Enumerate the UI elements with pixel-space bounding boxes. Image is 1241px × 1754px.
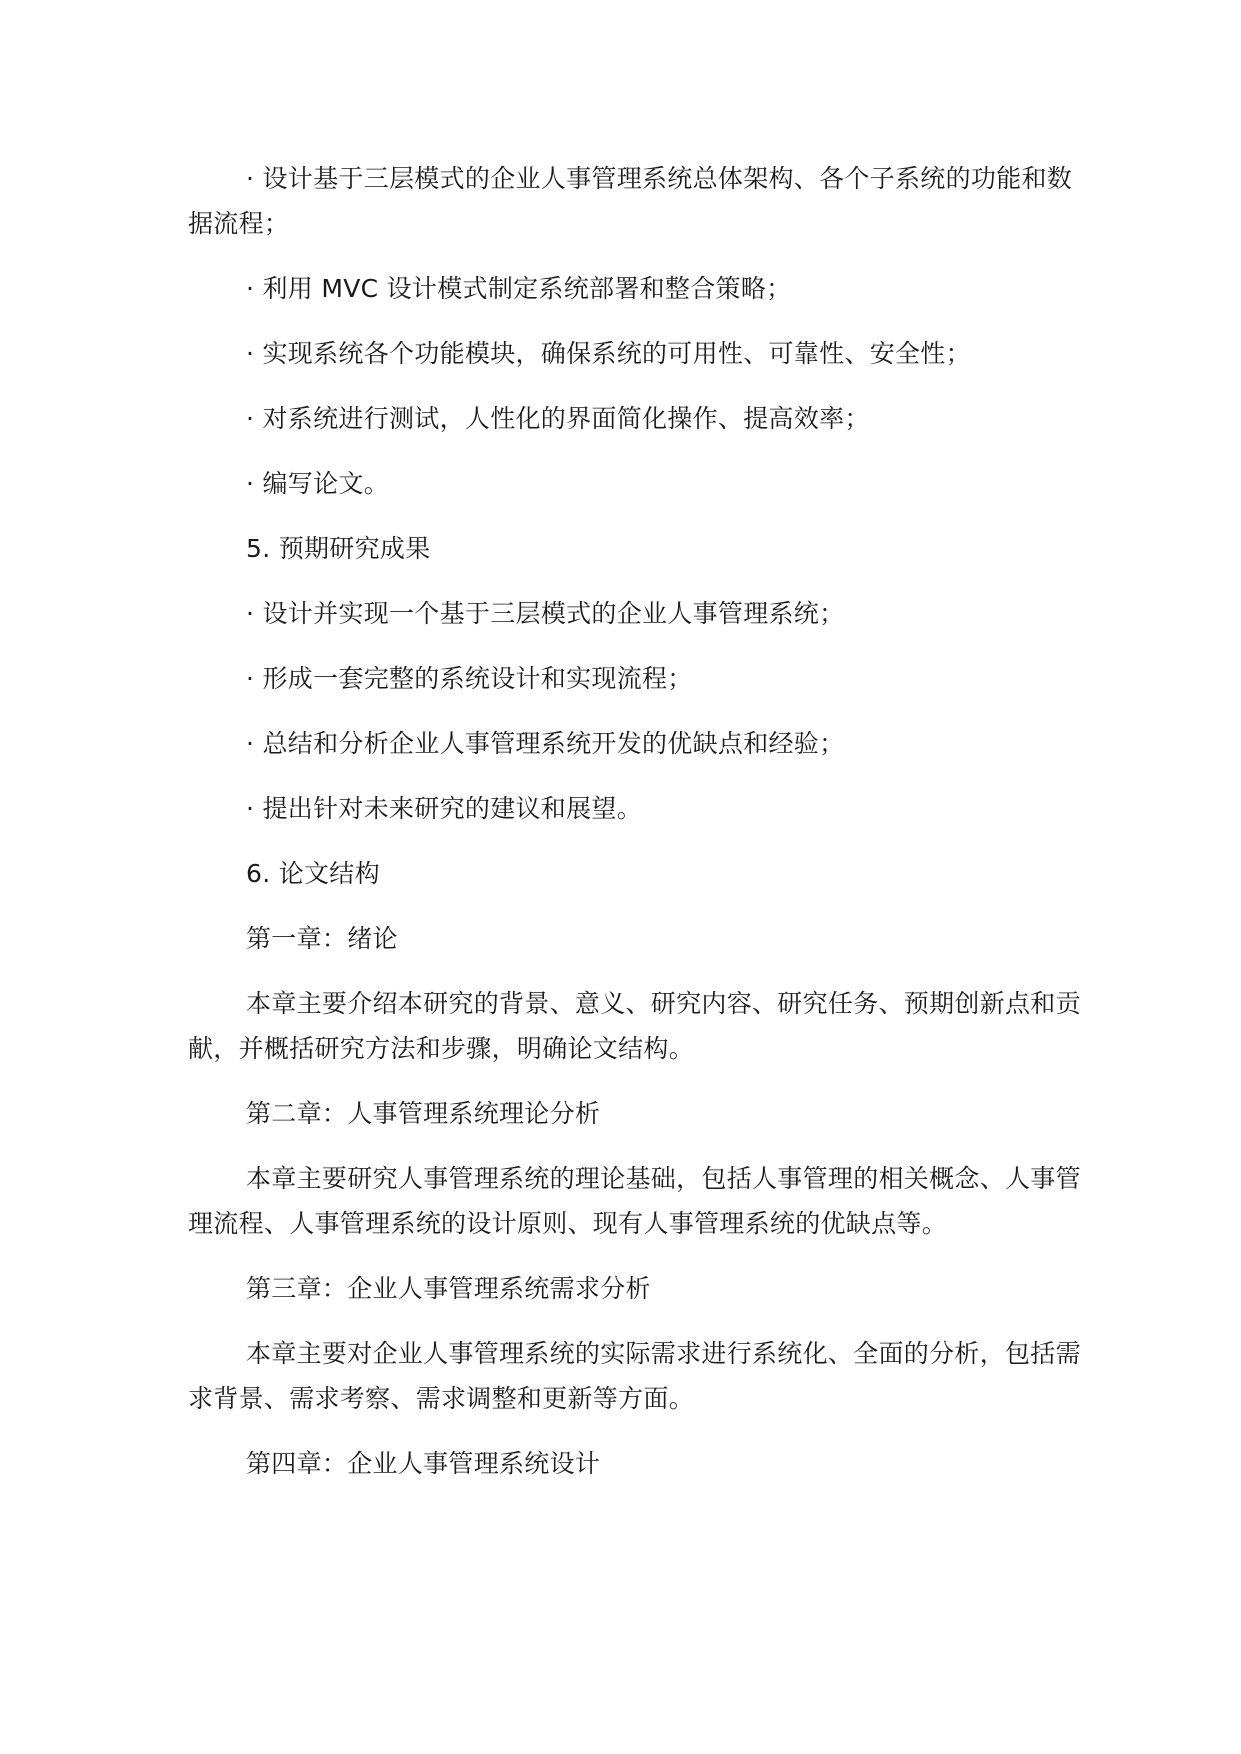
document-body <box>188 156 1088 1506</box>
task-item-testing: · 对系统进行测试，人性化的界面简化操作、提高效率； <box>246 404 870 433</box>
chapter-3-title: 第三章：企业人事管理系统需求分析 <box>246 1274 651 1303</box>
result-item-system: · 设计并实现一个基于三层模式的企业人事管理系统； <box>246 599 845 628</box>
task-item-architecture: · 设计基于三层模式的企业人事管理系统总体架构、各个子系统的功能和数据流程； <box>188 164 1073 238</box>
task-item-thesis: · 编写论文。 <box>246 469 389 498</box>
chapter-2-description: 本章主要研究人事管理系统的理论基础，包括人事管理的相关概念、人事管理流程、人事管理系统的设计原则、现有人事管理系统的优缺点等。 <box>188 1164 1081 1238</box>
chapter-3-description: 本章主要对企业人事管理系统的实际需求进行系统化、全面的分析，包括需求背景、需求考察、需求调整和更新等方面。 <box>188 1339 1081 1413</box>
section-heading-expected-results: 5. 预期研究成果 <box>246 534 431 563</box>
chapter-1-description: 本章主要介绍本研究的背景、意义、研究内容、研究任务、预期创新点和贡献，并概括研究方法和步骤，明确论文结构。 <box>188 989 1081 1063</box>
task-item-mvc: · 利用 MVC 设计模式制定系统部署和整合策略； <box>246 274 792 303</box>
chapter-4-title: 第四章：企业人事管理系统设计 <box>246 1449 601 1478</box>
result-item-outlook: · 提出针对未来研究的建议和展望。 <box>246 794 642 823</box>
chapter-2-title: 第二章：人事管理系统理论分析 <box>246 1099 601 1128</box>
result-item-summary: · 总结和分析企业人事管理系统开发的优缺点和经验； <box>246 729 845 758</box>
section-heading-thesis-structure: 6. 论文结构 <box>246 859 380 888</box>
task-item-modules: · 实现系统各个功能模块，确保系统的可用性、可靠性、安全性； <box>246 339 971 368</box>
result-item-process: · 形成一套完整的系统设计和实现流程； <box>246 664 693 693</box>
chapter-1-title: 第一章：绪论 <box>246 924 398 953</box>
